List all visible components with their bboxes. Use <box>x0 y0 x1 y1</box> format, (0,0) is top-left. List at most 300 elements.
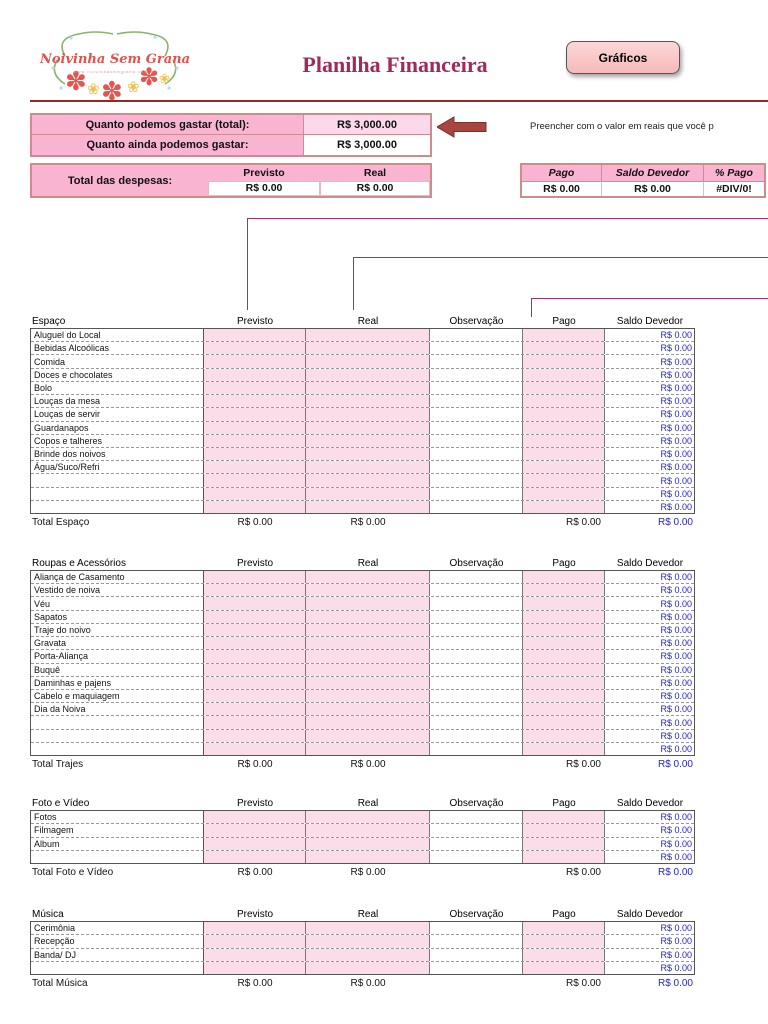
saldo-devedor-cell: R$ 0.00 <box>605 584 694 596</box>
previsto-cell[interactable] <box>204 811 306 823</box>
table-row <box>31 474 694 487</box>
table-row <box>31 488 694 501</box>
arrow-left-icon <box>437 116 487 138</box>
section-total-label: Total Trajes <box>32 758 84 770</box>
real-cell[interactable] <box>306 838 430 850</box>
observacao-cell[interactable] <box>430 382 523 394</box>
item-name-cell: Louças de servir <box>31 408 204 420</box>
real-cell[interactable] <box>306 743 430 755</box>
table-row <box>31 690 694 703</box>
previsto-cell[interactable] <box>204 488 306 500</box>
previsto-cell[interactable] <box>204 329 306 341</box>
real-cell[interactable] <box>306 571 430 583</box>
table-row <box>31 611 694 624</box>
observacao-cell[interactable] <box>430 488 523 500</box>
pago-cell[interactable] <box>523 435 605 447</box>
observacao-cell[interactable] <box>430 611 523 623</box>
previsto-cell[interactable] <box>204 650 306 662</box>
observacao-cell[interactable] <box>430 690 523 702</box>
pago-cell[interactable] <box>523 329 605 341</box>
observacao-cell[interactable] <box>430 571 523 583</box>
total-previsto: R$ 0.00 <box>237 866 273 878</box>
observacao-cell[interactable] <box>430 650 523 662</box>
pago-cell[interactable] <box>523 716 605 728</box>
real-cell[interactable] <box>306 949 430 961</box>
saldo-devedor-cell: R$ 0.00 <box>605 650 694 662</box>
total-pago: R$ 0.00 <box>565 516 601 528</box>
table-row <box>31 935 694 948</box>
real-cell[interactable] <box>306 690 430 702</box>
section-espaco <box>30 313 695 530</box>
section-total-row <box>30 864 695 880</box>
table-row <box>31 811 694 824</box>
total-pago: R$ 0.00 <box>565 866 601 878</box>
item-name-cell <box>31 962 204 974</box>
pago-cell[interactable] <box>523 501 605 513</box>
observacao-cell[interactable] <box>430 838 523 850</box>
section-total-label: Total Espaço <box>32 516 90 528</box>
real-cell[interactable] <box>306 677 430 689</box>
pago-cell[interactable] <box>523 395 605 407</box>
section-title: Foto e Vídeo <box>32 798 90 809</box>
previsto-cell[interactable] <box>204 677 306 689</box>
real-cell[interactable] <box>306 355 430 367</box>
real-cell[interactable] <box>306 935 430 947</box>
observacao-cell[interactable] <box>430 935 523 947</box>
pago-cell[interactable] <box>523 922 605 934</box>
observacao-cell[interactable] <box>430 597 523 609</box>
column-header-4: Saldo Devedor <box>616 798 684 809</box>
saldo-devedor-cell: R$ 0.00 <box>605 435 694 447</box>
saldo-devedor-cell: R$ 0.00 <box>605 408 694 420</box>
real-cell[interactable] <box>306 488 430 500</box>
item-name-cell: Véu <box>31 597 204 609</box>
previsto-cell[interactable] <box>204 743 306 755</box>
page-title: Planilha Financeira <box>302 52 488 77</box>
total-pago: R$ 0.00 <box>565 758 601 770</box>
real-cell[interactable] <box>306 650 430 662</box>
saldo-devedor-cell: R$ 0.00 <box>605 838 694 850</box>
table-row <box>31 637 694 650</box>
pago-cell[interactable] <box>523 637 605 649</box>
pago-cell[interactable] <box>523 355 605 367</box>
item-name-cell: Brinde dos noivos <box>31 448 204 460</box>
pago-cell[interactable] <box>523 962 605 974</box>
observacao-cell[interactable] <box>430 474 523 486</box>
observacao-cell[interactable] <box>430 584 523 596</box>
saldo-devedor-cell: R$ 0.00 <box>605 488 694 500</box>
previsto-cell[interactable] <box>204 637 306 649</box>
item-name-cell: Album <box>31 838 204 850</box>
previsto-cell[interactable] <box>204 922 306 934</box>
pago-cell[interactable] <box>523 488 605 500</box>
previsto-cell[interactable] <box>204 382 306 394</box>
payment-summary-box <box>520 163 766 198</box>
item-name-cell <box>31 743 204 755</box>
section-table <box>30 328 695 514</box>
real-cell[interactable] <box>306 474 430 486</box>
saldo-devedor-cell: R$ 0.00 <box>605 611 694 623</box>
table-row <box>31 342 694 355</box>
saldo-devedor-cell: R$ 0.00 <box>605 851 694 863</box>
table-row <box>31 730 694 743</box>
real-cell[interactable] <box>306 664 430 676</box>
pago-value: R$ 0.00 <box>522 181 602 197</box>
previsto-cell[interactable] <box>204 474 306 486</box>
previsto-cell[interactable] <box>204 664 306 676</box>
item-name-cell: Daminhas e pajens <box>31 677 204 689</box>
table-row <box>31 382 694 395</box>
budget-total-value[interactable]: R$ 3,000.00 <box>304 115 430 135</box>
flower-icon: ✽ <box>139 64 160 91</box>
section-total-row <box>30 756 695 772</box>
previsto-cell[interactable] <box>204 838 306 850</box>
pago-cell[interactable] <box>523 851 605 863</box>
observacao-cell[interactable] <box>430 395 523 407</box>
real-cell[interactable] <box>306 624 430 636</box>
pago-cell[interactable] <box>523 690 605 702</box>
fill-instruction-note: Preencher com o valor em reais que você p <box>530 121 714 132</box>
observacao-cell[interactable] <box>430 743 523 755</box>
item-name-cell: Guardanapos <box>31 422 204 434</box>
real-header: Real <box>363 166 387 179</box>
pago-cell[interactable] <box>523 838 605 850</box>
pago-cell[interactable] <box>523 811 605 823</box>
section-total-label: Total Música <box>32 977 88 989</box>
saldo-devedor-cell: R$ 0.00 <box>605 422 694 434</box>
item-name-cell: Fotos <box>31 811 204 823</box>
table-row <box>31 329 694 342</box>
pago-cell[interactable] <box>523 664 605 676</box>
budget-remaining-value: R$ 3,000.00 <box>304 135 430 155</box>
item-name-cell: Vestido de noiva <box>31 584 204 596</box>
column-header-3: Pago <box>552 558 576 569</box>
pago-cell[interactable] <box>523 571 605 583</box>
previsto-total-value: R$ 0.00 <box>208 181 320 197</box>
table-row <box>31 949 694 962</box>
item-name-cell <box>31 488 204 500</box>
pago-cell[interactable] <box>523 949 605 961</box>
real-cell[interactable] <box>306 716 430 728</box>
total-saldo-devedor: R$ 0.00 <box>657 866 693 878</box>
saldo-devedor-cell: R$ 0.00 <box>605 935 694 947</box>
observacao-cell[interactable] <box>430 716 523 728</box>
observacao-cell[interactable] <box>430 461 523 473</box>
table-row <box>31 461 694 474</box>
previsto-cell[interactable] <box>204 342 306 354</box>
previsto-cell[interactable] <box>204 422 306 434</box>
table-row <box>31 501 694 513</box>
pago-cell[interactable] <box>523 461 605 473</box>
saldo-devedor-cell: R$ 0.00 <box>605 501 694 513</box>
real-cell[interactable] <box>306 395 430 407</box>
saldo-devedor-cell: R$ 0.00 <box>605 703 694 715</box>
item-name-cell <box>31 716 204 728</box>
saldo-devedor-cell: R$ 0.00 <box>605 571 694 583</box>
column-header-4: Saldo Devedor <box>616 316 684 327</box>
item-name-cell: Copos e talheres <box>31 435 204 447</box>
saldo-devedor-cell: R$ 0.00 <box>605 716 694 728</box>
section-column-headers <box>30 795 695 810</box>
previsto-cell[interactable] <box>204 716 306 728</box>
observacao-cell[interactable] <box>430 369 523 381</box>
item-name-cell <box>31 474 204 486</box>
pago-cell[interactable] <box>523 422 605 434</box>
observacao-cell[interactable] <box>430 624 523 636</box>
previsto-cell[interactable] <box>204 851 306 863</box>
saldo-devedor-cell: R$ 0.00 <box>605 448 694 460</box>
previsto-cell[interactable] <box>204 571 306 583</box>
table-row <box>31 395 694 408</box>
graficos-button[interactable]: Gráficos <box>566 41 680 74</box>
column-header-0: Previsto <box>236 316 274 327</box>
pago-cell[interactable] <box>523 624 605 636</box>
table-row <box>31 962 694 974</box>
observacao-cell[interactable] <box>430 851 523 863</box>
pago-cell[interactable] <box>523 584 605 596</box>
observacao-cell[interactable] <box>430 677 523 689</box>
column-header-2: Observação <box>449 316 504 327</box>
item-name-cell: Cabelo e maquiagem <box>31 690 204 702</box>
section-total-label: Total Foto e Vídeo <box>32 866 114 878</box>
item-name-cell: Aliança de Casamento <box>31 571 204 583</box>
observacao-cell[interactable] <box>430 329 523 341</box>
total-previsto: R$ 0.00 <box>237 758 273 770</box>
item-name-cell: Recepção <box>31 935 204 947</box>
previsto-cell[interactable] <box>204 690 306 702</box>
total-previsto: R$ 0.00 <box>237 977 273 989</box>
pago-cell[interactable] <box>523 382 605 394</box>
observacao-cell[interactable] <box>430 637 523 649</box>
saldo-devedor-cell: R$ 0.00 <box>605 811 694 823</box>
table-row <box>31 851 694 863</box>
observacao-cell[interactable] <box>430 949 523 961</box>
item-name-cell: Dia da Noiva <box>31 703 204 715</box>
table-row <box>31 369 694 382</box>
table-row <box>31 355 694 368</box>
previsto-cell[interactable] <box>204 611 306 623</box>
pago-cell[interactable] <box>523 369 605 381</box>
column-header-3: Pago <box>552 798 576 809</box>
table-row <box>31 597 694 610</box>
item-name-cell: Bolo <box>31 382 204 394</box>
saldo-devedor-cell: R$ 0.00 <box>605 922 694 934</box>
real-cell[interactable] <box>306 703 430 715</box>
table-row <box>31 838 694 851</box>
observacao-cell[interactable] <box>430 730 523 742</box>
budget-remaining-label: Quanto ainda podemos gastar: <box>32 135 304 155</box>
pago-cell[interactable] <box>523 935 605 947</box>
real-cell[interactable] <box>306 851 430 863</box>
real-cell[interactable] <box>306 342 430 354</box>
budget-box <box>30 113 432 157</box>
flower-icon: ❀ <box>159 71 170 86</box>
previsto-cell[interactable] <box>204 355 306 367</box>
item-name-cell: Água/Suco/Refri <box>31 461 204 473</box>
real-cell[interactable] <box>306 448 430 460</box>
real-cell[interactable] <box>306 408 430 420</box>
observacao-cell[interactable] <box>430 448 523 460</box>
item-name-cell: Louças da mesa <box>31 395 204 407</box>
saldo-devedor-cell: R$ 0.00 <box>605 329 694 341</box>
pago-cell[interactable] <box>523 474 605 486</box>
previsto-cell[interactable] <box>204 935 306 947</box>
saldo-devedor-cell: R$ 0.00 <box>605 382 694 394</box>
real-cell[interactable] <box>306 382 430 394</box>
previsto-cell[interactable] <box>204 369 306 381</box>
saldo-devedor-cell: R$ 0.00 <box>605 461 694 473</box>
observacao-cell[interactable] <box>430 435 523 447</box>
previsto-cell[interactable] <box>204 597 306 609</box>
observacao-cell[interactable] <box>430 408 523 420</box>
table-row <box>31 716 694 729</box>
real-cell[interactable] <box>306 584 430 596</box>
budget-total-label: Quanto podemos gastar (total): <box>32 115 304 135</box>
real-cell[interactable] <box>306 369 430 381</box>
real-cell[interactable] <box>306 461 430 473</box>
column-header-1: Real <box>357 316 379 327</box>
saldo-devedor-cell: R$ 0.00 <box>605 474 694 486</box>
header-divider <box>30 100 768 102</box>
logo-subtitle: www.noivinhasemgrana.com.br <box>73 69 157 74</box>
table-row <box>31 824 694 837</box>
section-table <box>30 570 695 756</box>
real-cell[interactable] <box>306 435 430 447</box>
table-row <box>31 743 694 755</box>
observacao-cell[interactable] <box>430 703 523 715</box>
flower-icon: ✽ <box>101 76 123 106</box>
table-row <box>31 422 694 435</box>
previsto-cell[interactable] <box>204 949 306 961</box>
saldo-devedor-cell: R$ 0.00 <box>605 949 694 961</box>
real-cell[interactable] <box>306 811 430 823</box>
column-header-0: Previsto <box>236 558 274 569</box>
saldo-devedor-cell: R$ 0.00 <box>605 355 694 367</box>
previsto-cell[interactable] <box>204 824 306 836</box>
saldo-devedor-cell: R$ 0.00 <box>605 369 694 381</box>
previsto-cell[interactable] <box>204 624 306 636</box>
pago-cell[interactable] <box>523 611 605 623</box>
previsto-cell[interactable] <box>204 730 306 742</box>
item-name-cell: Sapatos <box>31 611 204 623</box>
expense-totals-box <box>30 163 432 198</box>
column-header-1: Real <box>357 798 379 809</box>
section-roupas <box>30 555 695 772</box>
real-cell[interactable] <box>306 730 430 742</box>
real-cell[interactable] <box>306 637 430 649</box>
pago-header: Pago <box>522 165 602 181</box>
item-name-cell: Traje do noivo <box>31 624 204 636</box>
section-table <box>30 921 695 975</box>
real-cell[interactable] <box>306 611 430 623</box>
observacao-cell[interactable] <box>430 664 523 676</box>
item-name-cell: Cerimônia <box>31 922 204 934</box>
table-row <box>31 448 694 461</box>
column-header-1: Real <box>357 909 379 920</box>
pago-cell[interactable] <box>523 677 605 689</box>
previsto-cell[interactable] <box>204 703 306 715</box>
observacao-cell[interactable] <box>430 342 523 354</box>
pago-cell[interactable] <box>523 730 605 742</box>
saldo-devedor-cell: R$ 0.00 <box>605 624 694 636</box>
section-title: Música <box>32 909 64 920</box>
item-name-cell: Porta-Aliança <box>31 650 204 662</box>
previsto-cell[interactable] <box>204 584 306 596</box>
table-row <box>31 677 694 690</box>
pago-cell[interactable] <box>523 448 605 460</box>
real-cell[interactable] <box>306 824 430 836</box>
previsto-cell[interactable] <box>204 395 306 407</box>
item-name-cell <box>31 730 204 742</box>
real-cell[interactable] <box>306 422 430 434</box>
table-row <box>31 664 694 677</box>
total-real: R$ 0.00 <box>350 977 386 989</box>
observacao-cell[interactable] <box>430 501 523 513</box>
flower-icon: ✽ <box>65 66 87 96</box>
flower-icon: ❀ <box>87 81 100 98</box>
real-cell[interactable] <box>306 597 430 609</box>
saldo-devedor-cell: R$ 0.00 <box>605 395 694 407</box>
real-cell[interactable] <box>306 329 430 341</box>
table-row <box>31 571 694 584</box>
pct-pago-value: #DIV/0! <box>704 181 764 197</box>
item-name-cell <box>31 851 204 863</box>
observacao-cell[interactable] <box>430 811 523 823</box>
item-name-cell: Aluguel do Local <box>31 329 204 341</box>
column-header-4: Saldo Devedor <box>616 909 684 920</box>
item-name-cell: Buquê <box>31 664 204 676</box>
previsto-cell[interactable] <box>204 962 306 974</box>
pago-cell[interactable] <box>523 743 605 755</box>
observacao-cell[interactable] <box>430 824 523 836</box>
previsto-cell[interactable] <box>204 461 306 473</box>
pago-cell[interactable] <box>523 597 605 609</box>
pago-cell[interactable] <box>523 650 605 662</box>
real-cell[interactable] <box>306 962 430 974</box>
previsto-cell[interactable] <box>204 408 306 420</box>
section-column-headers <box>30 555 695 570</box>
pago-cell[interactable] <box>523 703 605 715</box>
pago-cell[interactable] <box>523 824 605 836</box>
item-name-cell: Gravata <box>31 637 204 649</box>
observacao-cell[interactable] <box>430 962 523 974</box>
observacao-cell[interactable] <box>430 922 523 934</box>
previsto-cell[interactable] <box>204 435 306 447</box>
observacao-cell[interactable] <box>430 422 523 434</box>
total-pago: R$ 0.00 <box>565 977 601 989</box>
total-real: R$ 0.00 <box>350 758 386 770</box>
observacao-cell[interactable] <box>430 355 523 367</box>
real-cell[interactable] <box>306 501 430 513</box>
saldo-devedor-header: Saldo Devedor <box>602 165 704 181</box>
table-row <box>31 624 694 637</box>
column-header-0: Previsto <box>236 909 274 920</box>
previsto-cell[interactable] <box>204 501 306 513</box>
table-row <box>31 435 694 448</box>
pago-cell[interactable] <box>523 408 605 420</box>
saldo-devedor-cell: R$ 0.00 <box>605 597 694 609</box>
pago-cell[interactable] <box>523 342 605 354</box>
real-cell[interactable] <box>306 922 430 934</box>
column-header-2: Observação <box>449 798 504 809</box>
previsto-header: Previsto <box>243 166 285 179</box>
previsto-cell[interactable] <box>204 448 306 460</box>
brand-logo <box>35 26 195 106</box>
table-row <box>31 408 694 421</box>
section-total-row <box>30 975 695 991</box>
item-name-cell: Comida <box>31 355 204 367</box>
item-name-cell: Doces e chocolates <box>31 369 204 381</box>
